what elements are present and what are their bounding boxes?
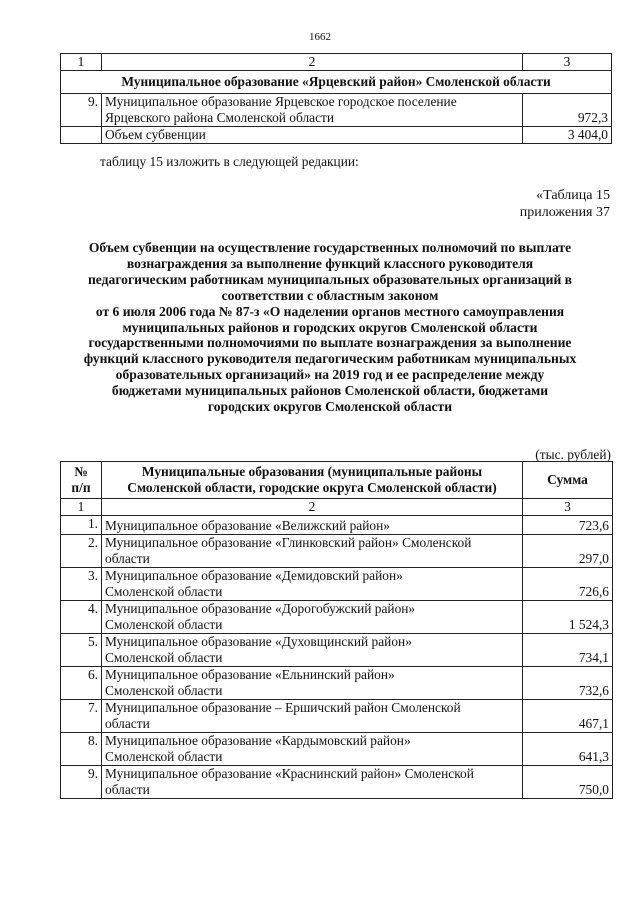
row-sum: 732,6 [523, 667, 613, 700]
row-name-line: Смоленской области [105, 650, 223, 665]
header-name-line: Смоленской области, городские округа Смоленской области) [127, 480, 497, 495]
header-name [102, 462, 523, 499]
row-name-line: Муниципальное образование «Дорогобужский район» [105, 601, 416, 616]
row-number: 8. [61, 733, 102, 766]
row-sum: 723,6 [523, 516, 613, 535]
title-line: соответствии с областным законом [221, 287, 439, 303]
row-name-line: Муниципальное образование «Глинковский район» Смоленской [105, 535, 472, 550]
row-name [102, 634, 523, 667]
total-label: Объем субвенции [102, 127, 523, 144]
row-name-line: области [105, 782, 150, 797]
row-number: 3. [61, 568, 102, 601]
row-name-line: области [105, 551, 150, 566]
row-number: 6. [61, 667, 102, 700]
row-name [102, 516, 523, 535]
instruction-text: таблицу 15 изложить в следующей редакции: [100, 154, 359, 169]
row-name [102, 94, 523, 127]
row-name [102, 700, 523, 733]
row-sum: 641,3 [523, 733, 613, 766]
total-row [61, 127, 612, 144]
table-row [61, 634, 613, 667]
row-name-line: Смоленской области [105, 617, 223, 632]
title-line: функций классного руководителя педагогическим работникам муниципальных [83, 351, 577, 367]
row-name-line: Смоленской области [105, 584, 223, 599]
header-num-line: № [74, 464, 88, 479]
table-row [61, 700, 613, 733]
header-name-line: Муниципальные образования (муниципальные районы [141, 464, 483, 479]
table-row [61, 766, 613, 799]
units-note: (тыс. рублей) [535, 447, 611, 462]
title-line: государственными полномочиями по выплате вознаграждения за выполнение [88, 335, 572, 351]
row-name-line: Муниципальное образование «Ельнинский район» [105, 667, 395, 682]
title-line: от 6 июля 2006 года № 87-з «О наделении органов местного самоуправления [95, 303, 565, 319]
row-name-line: Муниципальное образование Ярцевское городское поселение [105, 94, 457, 109]
row-number: 5. [61, 634, 102, 667]
row-name [102, 733, 523, 766]
previous-table [60, 53, 612, 144]
table-row [61, 535, 613, 568]
row-name-line: Муниципальное образование – Ершичский район Смоленской [105, 700, 461, 715]
title-line: бюджетами муниципальных районов Смоленской области, бюджетами [111, 383, 549, 399]
row-sum: 467,1 [523, 700, 613, 733]
header-num-line: п/п [71, 480, 91, 495]
page-number: 1662 [309, 31, 331, 43]
table-reference [520, 187, 610, 221]
table-row [61, 94, 612, 127]
row-number: 9. [61, 94, 102, 127]
row-name [102, 667, 523, 700]
table-cell: 2 [102, 499, 523, 516]
table-cell: 3 [523, 499, 613, 516]
row-name-line: Муниципальное образование «Велижский район» [105, 518, 390, 533]
row-sum: 750,0 [523, 766, 613, 799]
table-cell: 3 [523, 54, 612, 71]
table-cell: 2 [102, 54, 523, 71]
row-number: 9. [61, 766, 102, 799]
table-index-row [61, 54, 612, 71]
row-name-line: Смоленской области [105, 683, 223, 698]
document-title [50, 240, 610, 415]
row-sum: 972,3 [523, 94, 612, 127]
row-name-line: Ярцевского района Смоленской области [105, 110, 335, 125]
row-sum: 734,1 [523, 634, 613, 667]
title-line: городских округов Смоленской области [207, 399, 453, 415]
title-line: Объем субвенции на осуществление государственных полномочий по выплате [88, 240, 572, 255]
total-sum: 3 404,0 [523, 127, 612, 144]
row-sum: 297,0 [523, 535, 613, 568]
header-num [61, 462, 102, 499]
section-row [61, 71, 612, 94]
table-row [61, 601, 613, 634]
row-number: 2. [61, 535, 102, 568]
table-cell: 1 [61, 499, 102, 516]
row-sum: 726,6 [523, 568, 613, 601]
row-name-line: Муниципальное образование «Демидовский район» [105, 568, 403, 583]
table-body [61, 516, 613, 799]
title-line: педагогическим работникам муниципальных образовательных организаций в [87, 271, 573, 287]
title-line: муниципальных районов и городских округов Смоленской области [122, 319, 538, 335]
table-cell: 1 [61, 54, 102, 71]
row-name-line: Смоленской области [105, 749, 223, 764]
row-number: 4. [61, 601, 102, 634]
subvention-table [60, 461, 613, 799]
row-sum: 1 524,3 [523, 601, 613, 634]
row-name-line: Муниципальное образование «Духовщинский район» [105, 634, 412, 649]
row-name [102, 568, 523, 601]
table-row [61, 568, 613, 601]
row-number [61, 127, 102, 144]
title-line: образовательных организаций» на 2019 год и ее распределение между [115, 367, 545, 383]
row-number: 7. [61, 700, 102, 733]
row-name-line: Муниципальное образование «Кардымовский район» [105, 733, 411, 748]
table-row [61, 667, 613, 700]
title-line: вознаграждения за выполнение функций классного руководителя [126, 255, 534, 271]
table-row [61, 733, 613, 766]
row-name-line: области [105, 716, 150, 731]
header-sum: Сумма [523, 462, 613, 499]
table-index-row [61, 499, 613, 516]
table-row [61, 516, 613, 535]
row-name-line: Муниципальное образование «Краснинский район» Смоленской [105, 766, 474, 781]
table-reference-line: приложения 37 [519, 205, 610, 220]
table-header-row [61, 462, 613, 499]
row-number: 1. [61, 516, 102, 535]
row-name [102, 601, 523, 634]
section-title: Муниципальное образование «Ярцевский район» Смоленской области [61, 71, 612, 94]
table-reference-line: «Таблица 15 [536, 188, 610, 203]
row-name [102, 535, 523, 568]
row-name [102, 766, 523, 799]
